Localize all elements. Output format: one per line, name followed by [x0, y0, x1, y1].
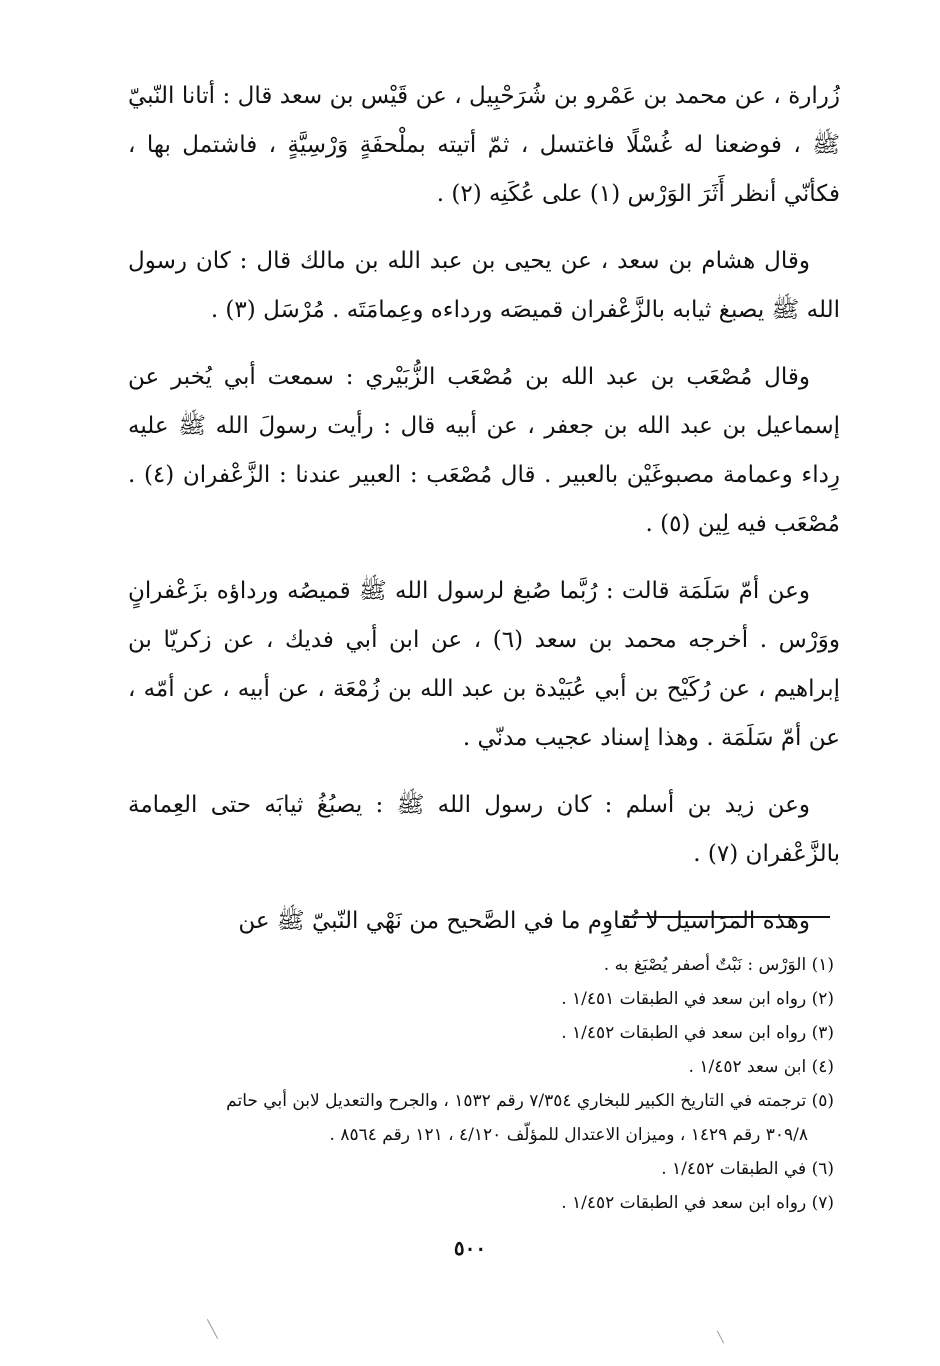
paragraph-4: وعن أمّ سَلَمَة قالت : رُبَّما صُبغ لرسول الله ﷺ قميصُه ورداؤه بزَعْفرانٍ ووَرْس . أخرجه محمد بن سعد (٦) ، عن ابن أبي فديك ، عن زكريّا بن إبراهيم ، عن رُكَيْح بن أبي عُبَيْدة بن عبد الله بن زُمْعَة ، عن أبيه ، عن أمّه ، عن أمّ سَلَمَة . وهذا إسناد عجيب مدنّي .: [128, 578, 841, 751]
footnote-3: (٣) رواه ابن سعد في الطبقات ١/٤٥٢ .: [561, 1023, 834, 1043]
footnote-5: (٥) ترجمته في التاريخ الكبير للبخاري ٧/٣٥٤ رقم ١٥٣٢ ، والجرح والتعديل لابن أبي حاتم: [226, 1091, 834, 1111]
scan-speck: [717, 1331, 724, 1344]
page-number: ٥٠٠: [453, 1236, 487, 1260]
paragraph-1: زُرارة ، عن محمد بن عَمْرو بن شُرَحْبِيل ، عن قَيْس بن سعد قال : أتانا النّبيّ ﷺ ، فوضعنا له غُسْلًا فاغتسل ، ثمّ أتيته بملْحفَةٍ وَرْسِيَّةٍ ، فاشتمل بها ، فكأنّي أنظر أَثَرَ الوَرْس (١) على عُكَنِه (٢) .: [128, 83, 840, 207]
footnote-separator: [624, 916, 830, 918]
footnote-6: (٦) في الطبقات ١/٤٥٢ .: [661, 1159, 834, 1179]
main-text-body: [128, 72, 840, 964]
footnote-1: (١) الوَرْس : نَبْتٌ أصفر يُصْبَغ به .: [603, 955, 834, 975]
footnote-4: (٤) ابن سعد ١/٤٥٢ .: [688, 1057, 834, 1077]
footnotes: [118, 948, 834, 1220]
paragraph-3: وقال مُصْعَب بن عبد الله بن مُصْعَب الزُّبَيْري : سمعت أبي يُخبر عن إسماعيل بن عبد الله بن جعفر ، عن أبيه قال : رأيت رسولَ الله ﷺ عليه رِداء وعمامة مصبوغَيْن بالعبير . قال مُصْعَب : العبير عندنا : الزَّعْفران (٤) . مُصْعَب فيه لِين (٥) .: [128, 364, 840, 537]
paragraph-5: وعن زيد بن أسلم : كان رسول الله ﷺ : يصبُغُ ثيابَه حتى العِمامة بالزَّعْفران (٧) .: [128, 792, 840, 867]
footnote-7: (٧) رواه ابن سعد في الطبقات ١/٤٥٢ .: [561, 1193, 834, 1213]
paragraph-2: وقال هشام بن سعد ، عن يحيى بن عبد الله بن مالك قال : كان رسول الله ﷺ يصبغ ثيابه بالزَّعْفران قميصَه ورداءه وعِمامَتَه . مُرْسَل (٣) .: [128, 248, 840, 323]
footnote-2: (٢) رواه ابن سعد في الطبقات ١/٤٥١ .: [561, 989, 834, 1009]
footnote-5-continuation: ٣٠٩/٨ رقم ١٤٢٩ ، وميزان الاعتدال للمؤلّف ٤/١٢٠ ، ١٢١ رقم ٨٥٦٤ .: [329, 1125, 808, 1145]
scan-speck: [207, 1319, 218, 1339]
paragraph-6: وهذه المَرَاسيل لا تُقاوِم ما في الصَّحيح من نَهْي النّبيّ ﷺ عن: [238, 908, 810, 934]
